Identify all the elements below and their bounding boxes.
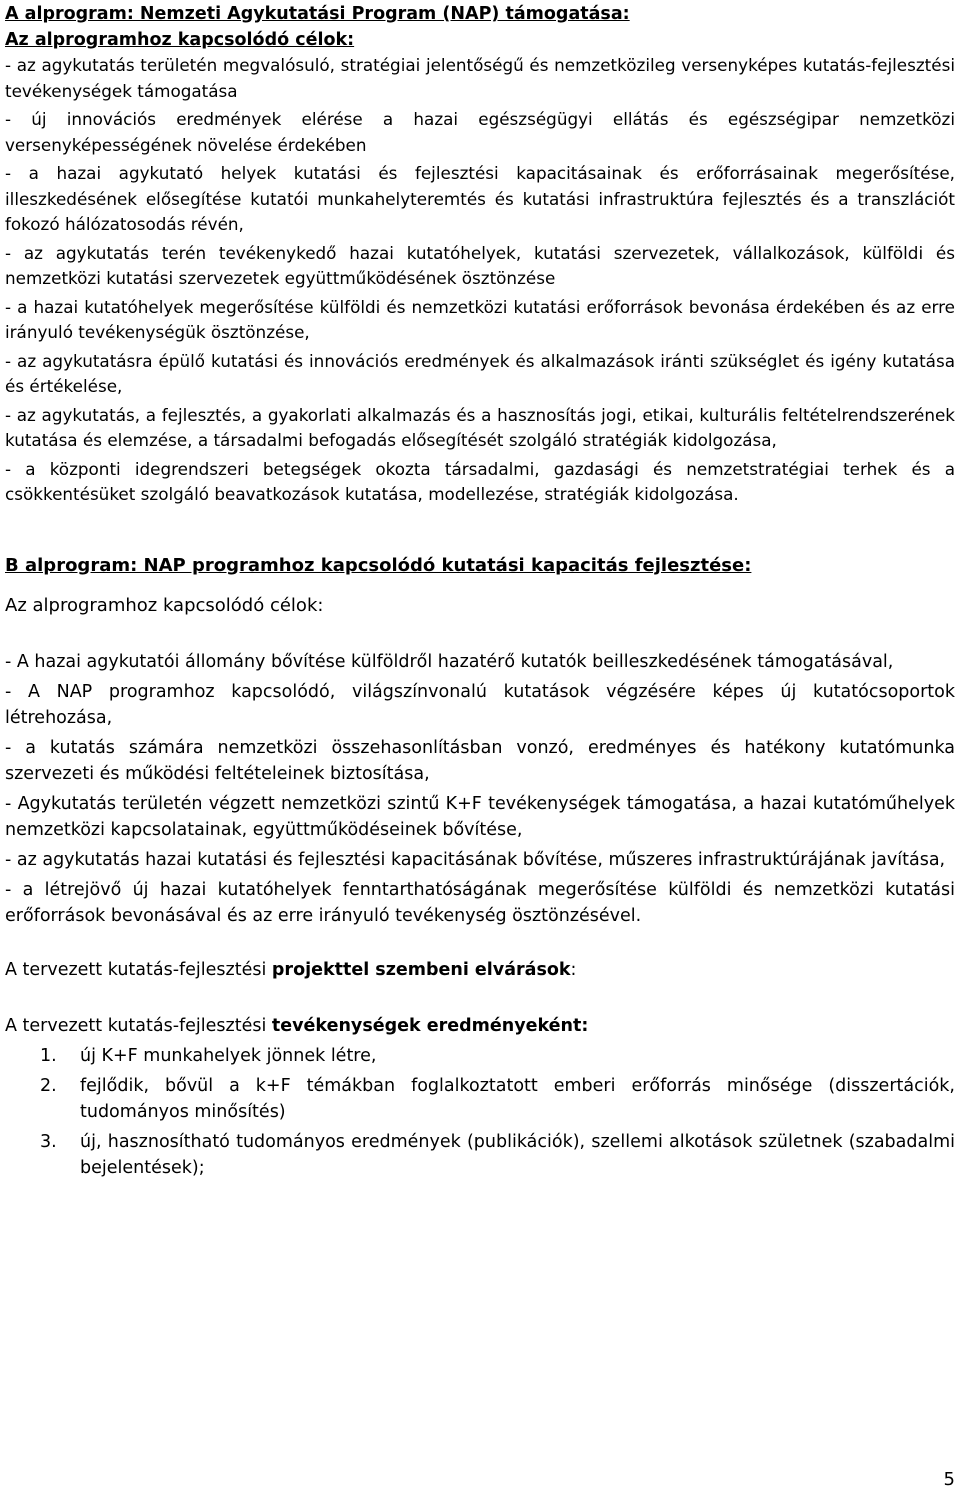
section-a-item: - a központi idegrendszeri betegségek okozta társadalmi, gazdasági és nemzetstratégiai terhek és a csökkentésüket szolgáló beavatkozások kutatása, modellezése, stratégiák kidolgozása. bbox=[5, 458, 955, 504]
section-a-item: - a hazai agykutató helyek kutatási és fejlesztési kapacitásainak és erőforrásainak megerősítése, illeszkedésének elősegítése kutatói munkahelyteremtés és kutatási infrastruktúra fejlesztés és a transzlációt fokozó hálózatosodás révén, bbox=[5, 163, 955, 234]
results-list-text: új, hasznosítható tudományos eredmények (publikációk), szellemi alkotások születnek (szabadalmi bejelentések); bbox=[80, 1132, 955, 1179]
section-a-item: - az agykutatás, a fejlesztés, a gyakorlati alkalmazás és a hasznosítás jogi, etikai, kulturális feltételrendszerének kutatása és elemzése, a társadalmi befogadás elősegítését szolgáló stratégiák kidolgozása, bbox=[5, 404, 955, 450]
document-page bbox=[5, 0, 955, 1181]
results-list-text: fejlődik, bővül a k+F témákban foglalkoztatott emberi erőforrás minősége (disszertációk, tudományos minősítés) bbox=[80, 1076, 955, 1123]
results-list-item bbox=[5, 1129, 955, 1181]
expectations-prefix: A tervezett kutatás-fejlesztési bbox=[5, 960, 272, 981]
section-a bbox=[5, 0, 955, 508]
section-b-item: - a kutatás számára nemzetközi összehasonlításban vonzó, eredményes és hatékony kutatómunka szervezeti és működési feltételeinek biztosítása, bbox=[5, 738, 955, 785]
results-list-item bbox=[5, 1073, 955, 1125]
results-intro-line bbox=[5, 1013, 955, 1039]
results-intro-bold: tevékenységek eredményeként: bbox=[271, 1016, 589, 1037]
section-b-item: - az agykutatás hazai kutatási és fejlesztési kapacitásának bővítése, műszeres infrastruktúrájának javítása, bbox=[5, 850, 946, 871]
results-list-number: 2. bbox=[40, 1076, 57, 1097]
section-b-item: - A hazai agykutatói állomány bővítése külföldről hazatérő kutatók beilleszkedésének támogatásával, bbox=[5, 652, 894, 673]
results-intro-prefix: A tervezett kutatás-fejlesztési bbox=[5, 1016, 272, 1037]
section-b-heading: B alprogram: NAP programhoz kapcsolódó kutatási kapacitás fejlesztése: bbox=[5, 554, 752, 576]
section-b-item: - a létrejövő új hazai kutatóhelyek fenntarthatóságának megerősítése külföldi és nemzetközi kutatási erőforrások bevonásával és az erre irányuló tevékenység ösztönzésével. bbox=[5, 880, 955, 927]
section-b-list bbox=[5, 649, 955, 929]
section-a-heading: A alprogram: Nemzeti Agykutatási Program (NAP) támogatása: bbox=[5, 4, 630, 24]
section-a-item: - az agykutatás terén tevékenykedő hazai kutatóhelyek, kutatási szervezetek, vállalkozások, külföldi és nemzetközi kutatási szervezetek együttműködésének ösztönzése bbox=[5, 242, 955, 288]
section-b-goals-heading: Az alprogramhoz kapcsolódó célok: bbox=[5, 595, 324, 617]
expectations-line bbox=[5, 957, 955, 983]
section-b-item: - Agykutatás területén végzett nemzetközi szintű K+F tevékenységek támogatása, a hazai kutatóműhelyek nemzetközi kapcsolatainak, együttműködéseinek bővítése, bbox=[5, 794, 955, 841]
section-a-goals-heading: Az alprogramhoz kapcsolódó célok: bbox=[5, 30, 355, 50]
section-a-item: - az agykutatásra épülő kutatási és innovációs eredmények és alkalmazások iránti szükséglet és igény kutatása és értékelése, bbox=[5, 350, 955, 396]
expectations-suffix: : bbox=[570, 960, 577, 981]
section-a-item: - az agykutatás területén megvalósuló, stratégiai jelentőségű és nemzetközileg versenyképes kutatás-fejlesztési tevékenységek támogatása bbox=[5, 55, 955, 101]
section-b-item: - A NAP programhoz kapcsolódó, világszínvonalú kutatások végzésére képes új kutatócsoportok létrehozása, bbox=[5, 682, 955, 729]
results-list-number: 1. bbox=[40, 1046, 57, 1067]
results-list-text: új K+F munkahelyek jönnek létre, bbox=[80, 1046, 377, 1067]
section-a-item: - a hazai kutatóhelyek megerősítése külföldi és nemzetközi kutatási erőforrások bevonása érdekében és az erre irányuló tevékenységük ösztönzése, bbox=[5, 296, 955, 342]
section-b bbox=[5, 553, 955, 1182]
section-a-item: - új innovációs eredmények elérése a hazai egészségügyi ellátás és egészségipar nemzetközi versenyképességének növelése érdekében bbox=[5, 109, 955, 155]
results-list bbox=[5, 1043, 955, 1181]
expectations-bold: projekttel szembeni elvárások bbox=[271, 960, 571, 981]
results-list-item bbox=[5, 1043, 955, 1069]
results-list-number: 3. bbox=[40, 1132, 57, 1153]
page-number: 5 bbox=[943, 1469, 955, 1490]
